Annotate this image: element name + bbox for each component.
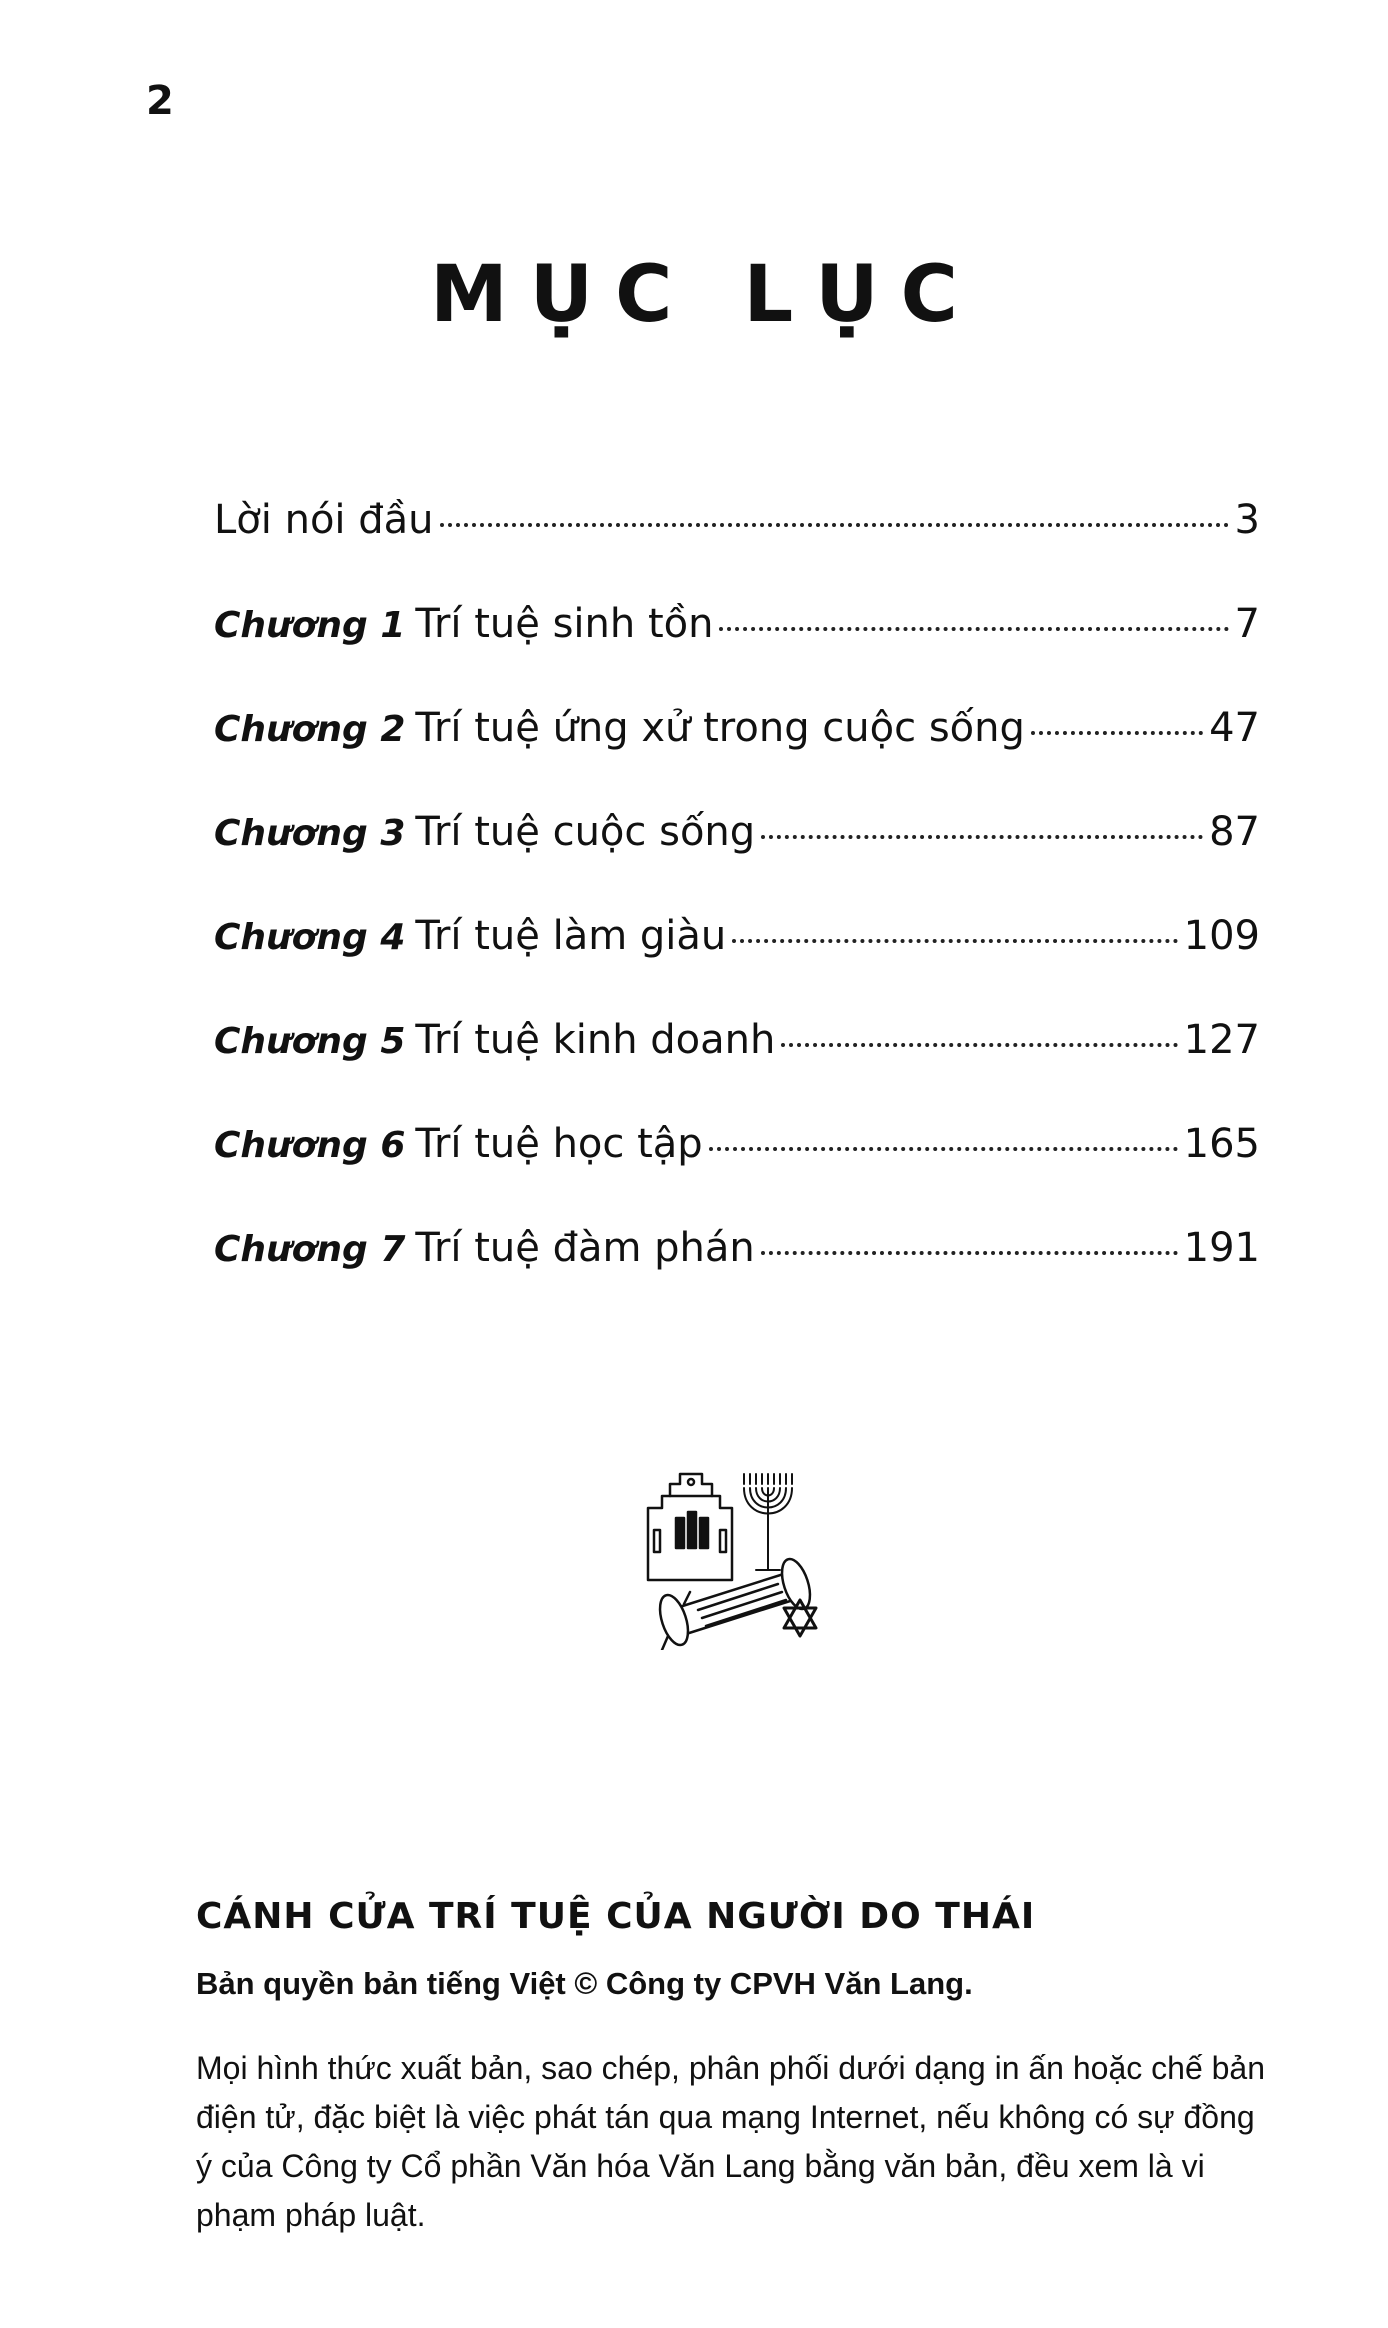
legal-notice: Mọi hình thức xuất bản, sao chép, phân phối dưới dạng in ấn hoặc chế bản điện tử, đặc biệt là việc phát tán qua mạng Internet, nếu không có sự đồng ý của Công ty Cổ phần Văn hóa Văn Lang bằng văn bản, đều xem là vi phạm pháp luật.	[196, 2050, 1266, 2233]
toc-chapter-label: Chương 5	[214, 1021, 406, 1062]
toc-dot-leader	[719, 627, 1228, 631]
toc-entry-chapter-1	[214, 594, 1260, 698]
copyright-line: Bản quyền bản tiếng Việt © Công ty CPVH Văn Lang.	[196, 1966, 973, 2001]
toc-chapter-label: Chương 6	[214, 1125, 406, 1166]
table-of-contents	[214, 490, 1260, 1322]
book-title: CÁNH CỬA TRÍ TUỆ CỦA NGƯỜI DO THÁI	[196, 1896, 1036, 1937]
page-number: 2	[146, 78, 174, 124]
toc-chapter-label: Chương 2	[214, 709, 406, 750]
toc-entry-chapter-5	[214, 1010, 1260, 1114]
toc-dot-leader	[761, 1251, 1178, 1255]
toc-entry-title: Trí tuệ kinh doanh	[415, 1017, 776, 1063]
toc-entry-page: 87	[1209, 809, 1260, 855]
toc-entry-title: Trí tuệ ứng xử trong cuộc sống	[415, 705, 1025, 751]
toc-dot-leader	[732, 939, 1177, 943]
toc-entry-title: Trí tuệ đàm phán	[415, 1225, 755, 1271]
toc-entry-chapter-2	[214, 698, 1260, 802]
toc-chapter-label: Chương 3	[214, 813, 406, 854]
toc-dot-leader	[781, 1043, 1177, 1047]
toc-entry-title: Trí tuệ cuộc sống	[415, 809, 756, 855]
toc-dot-leader	[440, 523, 1229, 527]
toc-entry-preface	[214, 490, 1260, 594]
toc-entry-page: 109	[1183, 913, 1260, 959]
synagogue-menorah-scroll-star-icon	[640, 1460, 830, 1650]
toc-chapter-label: Chương 1	[214, 605, 406, 646]
toc-entry-page: 165	[1183, 1121, 1260, 1167]
toc-dot-leader	[1031, 731, 1203, 735]
toc-entry-chapter-4	[214, 906, 1260, 1010]
toc-entry-chapter-3	[214, 802, 1260, 906]
toc-entry-page: 47	[1209, 705, 1260, 751]
toc-entry-title: Trí tuệ học tập	[415, 1121, 703, 1167]
page-title: MỤC LỤC	[430, 250, 980, 340]
toc-entry-page: 3	[1234, 497, 1260, 543]
toc-dot-leader	[709, 1147, 1178, 1151]
toc-chapter-label: Chương 4	[214, 917, 406, 958]
toc-entry-title: Trí tuệ làm giàu	[415, 913, 727, 959]
toc-entry-title: Lời nói đầu	[214, 497, 434, 543]
toc-chapter-label: Chương 7	[214, 1229, 406, 1270]
toc-entry-page: 7	[1234, 601, 1260, 647]
toc-entry-page: 127	[1183, 1017, 1260, 1063]
toc-dot-leader	[761, 835, 1203, 839]
toc-entry-page: 191	[1183, 1225, 1260, 1271]
toc-entry-chapter-7	[214, 1218, 1260, 1322]
toc-entry-title: Trí tuệ sinh tồn	[415, 601, 714, 647]
toc-entry-chapter-6	[214, 1114, 1260, 1218]
